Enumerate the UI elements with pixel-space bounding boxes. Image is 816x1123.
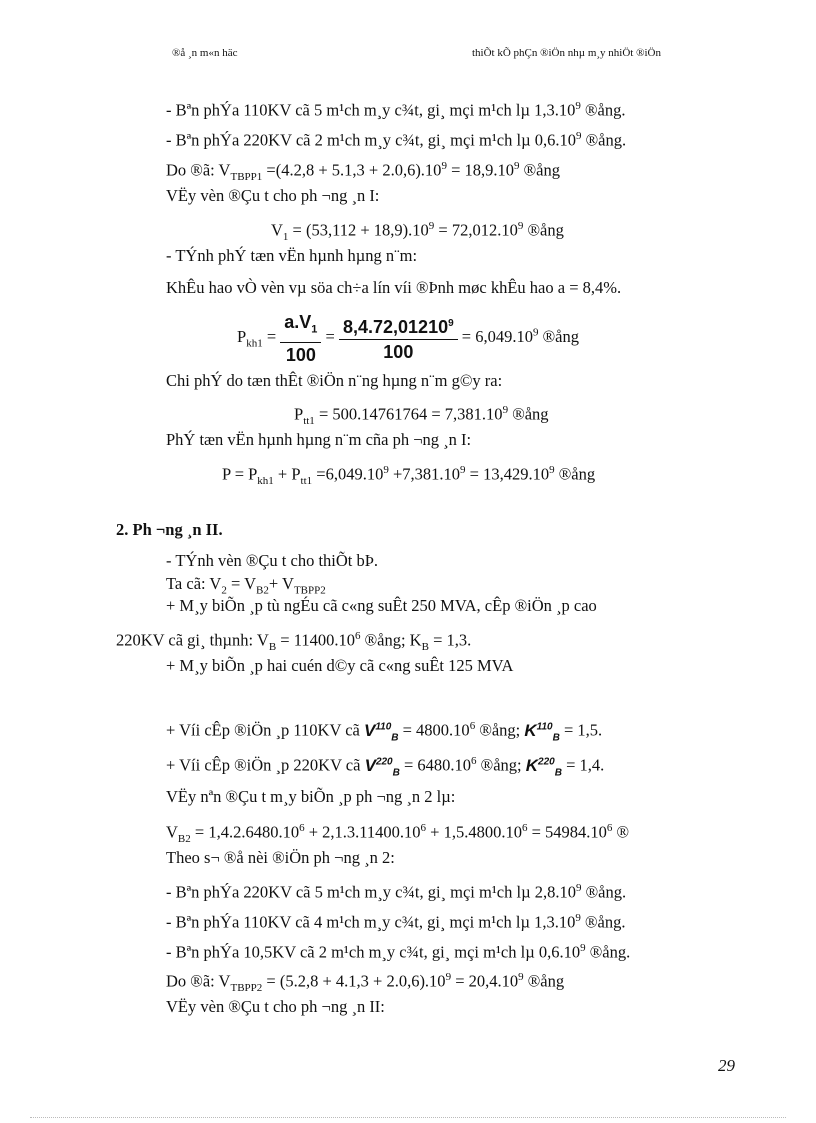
line-breakers-220kv: - Bªn phÝa 220KV cã 2 m¹ch m¸y c¾t, gi¸ mçi m¹ch lµ 0,6.10$^9$ ®ång.: [166, 130, 627, 150]
footer-divider: [30, 1117, 786, 1118]
line-operating-cost-heading: - TÝnh phÝ tæn vËn hµnh hµng n¨m:: [166, 246, 418, 265]
line-220kv-price: + Víi cÊp ®iÖn ¸p 220KV cã $V^{220}_B = 6480.10^6$ ®ång; $K^{220}_B = 1,4$.: [166, 755, 605, 778]
line-annual-cost-heading: PhÝ tæn vËn hµnh hµng n¨m cña ph ¬ng ¸n I:: [166, 430, 472, 449]
line-autotransformer-price: 220KV cã gi¸ thµnh: $V_B = 11400.10^6$ ®ång; $K_B = 1,3$.: [116, 630, 472, 653]
fraction-symbolic: $\frac{a.V_1}{100}$: [280, 311, 321, 366]
equation-lhs: $P_{kh1}$ =: [237, 327, 281, 350]
equation-result: = $6,049.10^9$ ®ång: [461, 326, 579, 347]
line-breakers-10kv-opt2: - Bªn phÝa 10,5KV cã 2 m¹ch m¸y c¾t, gi¸ mçi m¹ch lµ 0,6.10$^9$ ®ång.: [166, 942, 631, 962]
header-left: ®å ¸n m«n häc: [172, 47, 238, 59]
line-ptt1-formula: $P_{tt1} = 500.14761764 = 7,381.10^9$ ®ång: [294, 404, 549, 427]
line-autotransformer: + M¸y biÕn ¸p tù ngÉu cã c«ng suÊt 250 MVA, cÊp ®iÖn ¸p cao: [166, 596, 597, 615]
symbol-vb-110: $V^{110}_B$: [363, 720, 399, 743]
line-loss-cost-heading: Chi phÝ do tæn thÊt ®iÖn n¨ng hµng n¨m g©y ra:: [166, 371, 503, 390]
symbol-kb-220: $K^{220}_B$: [525, 755, 562, 778]
line-v1-formula: $V_1 = (53,112 + 18,9).10^9 = 72,012.10^9$ ®ång: [271, 220, 564, 243]
line-110kv-price: + Víi cÊp ®iÖn ¸p 110KV cã $V^{110}_B = 4800.10^6$ ®ång; $K^{110}_B = 1,5$.: [166, 720, 603, 743]
line-transformer-investment-heading: VËy nªn ®Çu t m¸y biÕn ¸p ph ¬ng ¸n 2 lµ:: [166, 787, 456, 806]
line-breakers-220kv-opt2: - Bªn phÝa 220KV cã 5 m¹ch m¸y c¾t, gi¸ mçi m¹ch lµ 2,8.10$^9$ ®ång.: [166, 882, 627, 902]
header-right: thiÕt kÕ phÇn ®iÖn nhµ m¸y nhiÖt ®iÖn: [472, 47, 661, 59]
line-option2-total-heading: VËy vèn ®Çu t cho ph ¬ng ¸n II:: [166, 997, 385, 1016]
page-number: 29: [718, 1056, 735, 1075]
line-wiring-diagram-heading: Theo s¬ ®å nèi ®iÖn ph ¬ng ¸n 2:: [166, 848, 395, 867]
symbol-kb-110: $K^{110}_B$: [524, 720, 560, 743]
line-v2-formula: Ta cã: $V_2 = V_{B2}+ V_{TBPP2}$: [166, 574, 326, 597]
equation-pkh1: $P_{kh1}$ = $\frac{a.V_1}{100}$ = $\frac{8,4.72,01210^9}{100}$ = $6,049.10^9$ ®ång: [237, 312, 579, 365]
line-breakers-110kv: - Bªn phÝa 110KV cã 5 m¹ch m¸y c¾t, gi¸ mçi m¹ch lµ 1,3.10$^9$ ®ång.: [166, 100, 626, 120]
line-vb2-formula: $V_{B2} = 1,4.2.6480.10^6 + 2,1.3.11400.10^6 + 1,5.4800.10^6 = 54984.10^6$ ®: [166, 822, 630, 845]
line-breakers-110kv-opt2: - Bªn phÝa 110KV cã 4 m¹ch m¸y c¾t, gi¸ mçi m¹ch lµ 1,3.10$^9$ ®ång.: [166, 912, 626, 932]
symbol-vb-220: $V^{220}_B$: [364, 755, 400, 778]
line-total-investment-heading: VËy vèn ®Çu t cho ph ¬ng ¸n I:: [166, 186, 380, 205]
line-depreciation-note: KhÊu hao vÒ vèn vµ söa ch÷a lín víi ®Þnh møc khÊu hao a = 8,4%.: [166, 278, 622, 297]
line-vtbpp2: Do ®ã: $V_{TBPP2} = (5.2,8 + 4.1,3 + 2.0,6).10^9 = 20,4.10^9$ ®ång: [166, 971, 565, 994]
section-title-option-2: 2. Ph ¬ng ¸n II.: [116, 520, 223, 539]
line-equipment-investment: - TÝnh vèn ®Çu t cho thiÕt bÞ.: [166, 551, 379, 570]
line-p-total-formula: $P = P_{kh1} + P_{tt1} =6,049.10^9 +7,381.10^9 = 13,429.10^9$ ®ång: [222, 464, 596, 487]
line-vtbpp1: Do ®ã: $V_{TBPP1} =(4.2,8 + 5.1,3 + 2.0,6).10^9 = 18,9.10^9$ ®ång: [166, 160, 560, 183]
line-two-winding-transformer: + M¸y biÕn ¸p hai cuén d©y cã c«ng suÊt 125 MVA: [166, 656, 514, 675]
fraction-numeric: $\frac{8,4.72,01210^9}{100}$: [339, 313, 458, 363]
